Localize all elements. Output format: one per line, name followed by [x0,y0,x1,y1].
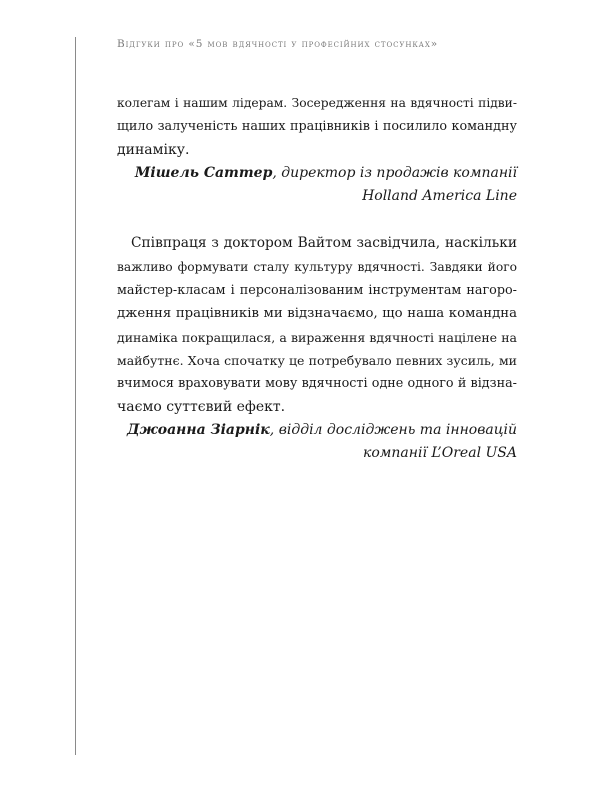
testimonial-2 [117,232,517,465]
author-company: Holland America Line [362,188,517,205]
author-role: , директор із продажів компанії [272,164,517,181]
paragraph-line: чаємо суттєвий ефект. [117,398,286,415]
author-company: компанії L’Oreal USA [362,445,517,462]
paragraph-line: колегам і нашим лідерам. Зосередження на вдячності підви- [117,96,517,110]
author-name: Джоанна Зіарнік [127,421,270,438]
paragraph-line: динаміку. [117,141,190,158]
paragraph-line: дження працівників ми відзначаємо, що наша командна [117,306,517,322]
author-role: , відділ досліджень та інновацій [269,421,517,438]
paragraph-line: важливо формувати сталу культуру вдячності. Завдяки його [117,259,517,274]
paragraph-line: вчимося враховувати мову вдячності одне одного й відзна- [117,376,517,392]
page-body [117,92,517,465]
paragraph-line: щило залученість наших працівників і посилило командну [117,119,517,135]
paragraph-spacer [117,208,517,232]
attribution [117,419,517,442]
paragraph-line: динаміка покращилася, а вираження вдячності націлене на [117,329,517,345]
margin-rule [75,37,76,755]
paragraph-line: майстер-класам і персоналізованим інструментам нагоро- [117,283,517,299]
testimonial-1 [117,92,517,208]
paragraph-line: майбутнє. Хоча спочатку це потребувало певних зусиль, ми [117,352,517,368]
running-head: Відгуки про «5 мов вдячності у професійних стосунках» [117,38,439,50]
paragraph-line: Співпраця з доктором Вайтом засвідчила, наскільки [131,235,517,252]
attribution [117,162,517,185]
author-name: Мішель Саттер [134,164,273,181]
